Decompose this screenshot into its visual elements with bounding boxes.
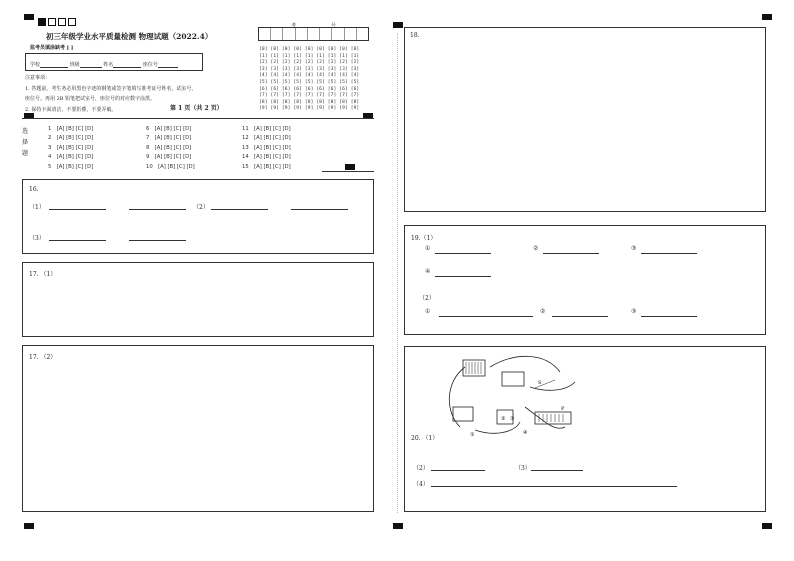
choice-row[interactable]: 8 [A] [B] [C] [D] <box>146 144 192 151</box>
choice-row[interactable]: 15 [A] [B] [C] [D] <box>242 163 291 170</box>
notes-line: 2. 保持卡面清洁，不要折叠，不要弄破。 <box>25 107 117 113</box>
page-indicator-squares <box>38 11 78 30</box>
notes-heading: 注意事项： <box>25 75 51 81</box>
registration-mark <box>345 164 355 170</box>
q19-1-blank-3[interactable] <box>641 253 697 254</box>
seat-field[interactable] <box>158 67 178 68</box>
page-number: 第 1 页（共 2 页） <box>170 105 223 112</box>
choice-column-1[interactable] <box>48 125 93 172</box>
q17-1-answer-box[interactable] <box>22 262 374 337</box>
q16-2-blank-a[interactable] <box>211 209 268 210</box>
q19-2-blank-1[interactable] <box>439 316 533 317</box>
notes-line: 1. 答题前，考生务必用黑色字迹的钢笔或签字笔填写准考证号姓名，试室号， <box>25 86 197 92</box>
school-label: 学校 <box>30 62 41 68</box>
q17-2-label: 17. （2） <box>29 354 57 361</box>
q19-2-blank-2[interactable] <box>552 316 608 317</box>
q19-label: 19.（1） <box>411 235 437 242</box>
q16-2-blank-b[interactable] <box>291 209 348 210</box>
q20-4-blank[interactable] <box>431 486 677 487</box>
exam-id-bubbles[interactable]: [0] [0] [0] [0] [0] [0] [0] [0] [0] [1] [1] [1] [1] [1] [1] [1] [1] [1] [2] [2] [2] [2] [2] [2] [2] [2] [2] [3] [3] [3] [3] [3] [3] [3] [3] [3] [4] [4] [4] [4] [4] [4] [4] [4] [4] [5] [5] [5] [5] [5] [5] [5] [5] [5] [6] [6] [6] [6] [6] [6] [6] [6] [6] [7] [7] [7] [7] [7] [7] [7] [7] [7] [8] [8] [8] [8] [8] [8] [8] [8] [8] [9] [9] [9] [9] [9] [9] [9] [9] [9] <box>259 47 360 112</box>
circuit-diagram <box>435 352 595 442</box>
q20-3-blank[interactable] <box>531 470 583 471</box>
seat-label: 座位号 <box>142 62 158 68</box>
q19-1-blank-4[interactable] <box>435 276 491 277</box>
choice-row[interactable]: 10 [A] [B] [C] [D] <box>146 163 195 170</box>
choice-row[interactable]: 14 [A] [B] [C] [D] <box>242 154 291 161</box>
exam-id-box: 考 号 <box>258 27 369 41</box>
q19-1-blank-1[interactable] <box>435 253 491 254</box>
choice-row[interactable]: 13 [A] [B] [C] [D] <box>242 144 291 151</box>
choice-row[interactable]: 2 [A] [B] [C] [D] <box>48 135 94 142</box>
registration-mark <box>24 14 34 20</box>
choice-column-2[interactable] <box>146 125 195 172</box>
choice-row[interactable]: 12 [A] [B] [C] [D] <box>242 135 291 142</box>
q17-1-label: 17. （1） <box>29 271 57 278</box>
choice-row[interactable]: 1 [A] [B] [C] [D] <box>48 126 94 132</box>
class-field[interactable] <box>80 67 102 68</box>
svg-text:④: ④ <box>523 430 528 436</box>
choice-section-bottom-rule <box>322 171 374 172</box>
q16-part-label: （1） <box>29 204 45 211</box>
choice-column-3[interactable] <box>242 125 291 172</box>
choice-row[interactable]: 7 [A] [B] [C] [D] <box>146 135 192 142</box>
center-divider <box>397 33 398 513</box>
choice-row[interactable]: 6 [A] [B] [C] [D] <box>146 126 192 132</box>
choice-row[interactable]: 5 [A] [B] [C] [D] <box>48 163 94 170</box>
choice-row[interactable]: 3 [A] [B] [C] [D] <box>48 144 94 151</box>
q16-part-label: （2） <box>193 204 209 211</box>
q20-2-blank[interactable] <box>431 470 485 471</box>
q16-label: 16. <box>29 186 39 193</box>
page-title: 初三年级学业水平质量检测 物理试题（2022.4） <box>46 32 213 41</box>
svg-text:②: ② <box>501 416 506 422</box>
q20-label: 20. （1） <box>411 435 439 442</box>
q16-3-blank-b[interactable] <box>129 240 186 241</box>
q16-1-blank-a[interactable] <box>49 209 106 210</box>
q16-3-blank-a[interactable] <box>49 240 106 241</box>
choice-row[interactable]: 11 [A] [B] [C] [D] <box>242 126 291 132</box>
q17-2-answer-box[interactable] <box>22 345 374 512</box>
q16-1-blank-b[interactable] <box>129 209 186 210</box>
q18-label: 18. <box>410 32 420 39</box>
school-field[interactable] <box>40 67 68 68</box>
registration-mark <box>393 523 403 529</box>
registration-mark <box>24 523 34 529</box>
student-info-box <box>25 53 203 71</box>
q19-1-blank-2[interactable] <box>543 253 599 254</box>
q18-answer-box[interactable] <box>404 27 766 212</box>
q16-part-label: （3） <box>29 235 45 242</box>
slider-label: P <box>561 406 565 412</box>
registration-mark <box>762 523 772 529</box>
choice-row[interactable]: 9 [A] [B] [C] [D] <box>146 154 192 161</box>
switch-label: S <box>538 380 542 386</box>
choice-section-label: 选 择 题 <box>22 128 29 157</box>
name-label: 姓名 <box>103 62 114 68</box>
svg-text:①: ① <box>470 432 475 438</box>
name-field[interactable] <box>113 67 141 68</box>
absence-flag-label: 监考员填涂缺考 [ ] <box>30 45 74 51</box>
q16-answer-box <box>22 179 374 254</box>
q20-answer-box: S P ① ② ③ ④ 20. （1） （2） （3） （4） <box>404 346 766 512</box>
q19-2-blank-3[interactable] <box>641 316 697 317</box>
choice-row[interactable]: 4 [A] [B] [C] [D] <box>48 154 94 161</box>
q19-answer-box: 19.（1） ① ② ③ ④ （2） ① ② ③ <box>404 225 766 335</box>
class-label: 班级 <box>69 62 80 68</box>
registration-mark <box>762 14 772 20</box>
svg-text:③: ③ <box>510 416 515 422</box>
registration-mark <box>393 22 403 28</box>
notes-line: 座位号。再用 2B 铅笔把试室号，座位号的对应数字涂黑。 <box>25 96 156 102</box>
